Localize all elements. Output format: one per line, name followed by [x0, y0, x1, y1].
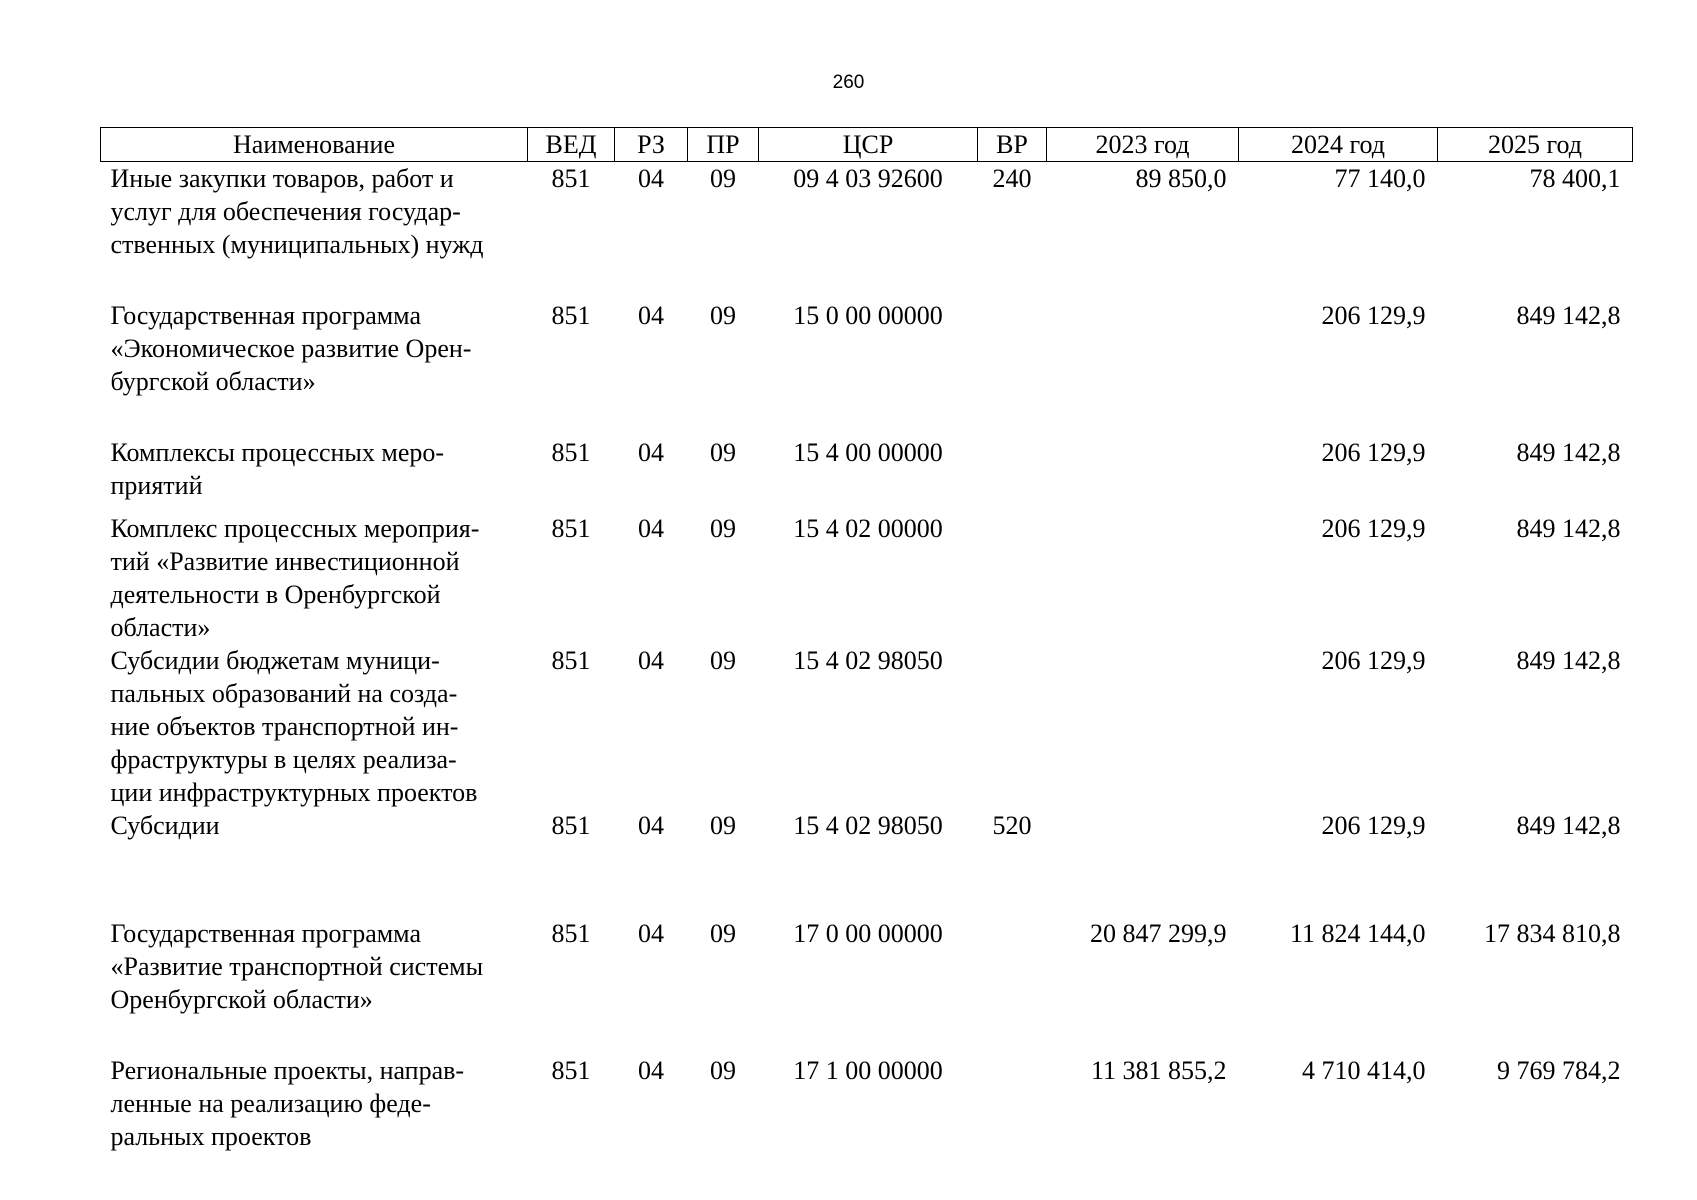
row-pr: 09 [710, 811, 736, 840]
row-name: Государственная программа «Развитие транспортной системы Оренбургской области» [110, 919, 484, 1014]
header-rz: РЗ [615, 128, 688, 162]
row-ved: 851 [551, 514, 591, 543]
row-rz: 04 [638, 301, 664, 330]
row-2024: 77 140,0 [1334, 164, 1426, 193]
row-ved: 851 [551, 164, 591, 193]
row-2025: 849 142,8 [1516, 301, 1621, 330]
row-2024: 206 129,9 [1321, 301, 1426, 330]
row-pr: 09 [710, 438, 736, 467]
row-2025: 9 769 784,2 [1497, 1056, 1621, 1085]
row-csr: 15 4 02 00000 [793, 514, 943, 543]
row-2024: 206 129,9 [1321, 438, 1426, 467]
row-name: Субсидии [110, 811, 220, 840]
table-row [101, 917, 1633, 1054]
row-csr: 09 4 03 92600 [793, 164, 943, 193]
row-csr: 15 4 02 98050 [793, 646, 943, 675]
row-vr [978, 512, 1047, 644]
row-name: Комплексы процессных меро- приятий [110, 438, 445, 500]
header-2025: 2025 год [1438, 128, 1633, 162]
table-row [101, 162, 1633, 300]
header-csr: ЦСР [759, 128, 978, 162]
row-2024: 206 129,9 [1321, 811, 1426, 840]
row-ved: 851 [551, 1056, 591, 1085]
row-rz: 04 [638, 1056, 664, 1085]
header-2023: 2023 год [1047, 128, 1239, 162]
row-name: Субсидии бюджетам муници- пальных образований на созда- ние объектов транспортной ин- фраструктуры в целях реализа- ции инфраструктурных проектов [110, 646, 478, 807]
row-name: Иные закупки товаров, работ и услуг для обеспечения государ- ственных (муниципальных) нужд [110, 164, 484, 259]
row-rz: 04 [638, 438, 664, 467]
header-2024: 2024 год [1239, 128, 1438, 162]
row-pr: 09 [710, 514, 736, 543]
row-2025: 849 142,8 [1516, 811, 1621, 840]
row-csr: 17 0 00 00000 [793, 919, 943, 948]
row-rz: 04 [638, 811, 664, 840]
row-2023 [1047, 299, 1239, 436]
row-2024: 11 824 144,0 [1289, 919, 1426, 948]
row-csr: 15 4 02 98050 [793, 811, 943, 840]
table-row [101, 512, 1633, 644]
row-2025: 17 834 810,8 [1484, 919, 1621, 948]
row-2024: 206 129,9 [1321, 646, 1426, 675]
row-2023: 11 381 855,2 [1090, 1056, 1227, 1085]
row-2023 [1047, 512, 1239, 644]
row-vr [978, 1054, 1047, 1153]
row-vr: 520 [992, 811, 1032, 840]
row-2025: 849 142,8 [1516, 438, 1621, 467]
header-pr: ПР [688, 128, 759, 162]
row-csr: 15 0 00 00000 [793, 301, 943, 330]
table-row [101, 644, 1633, 809]
row-rz: 04 [638, 514, 664, 543]
table-row [101, 809, 1633, 917]
row-name: Государственная программа «Экономическое развитие Орен- бургской области» [110, 301, 472, 396]
table-header-row [101, 128, 1633, 162]
header-ved: ВЕД [528, 128, 615, 162]
row-2025: 78 400,1 [1529, 164, 1621, 193]
row-rz: 04 [638, 919, 664, 948]
row-pr: 09 [710, 919, 736, 948]
row-ved: 851 [551, 811, 591, 840]
row-name: Комплекс процессных мероприя- тий «Развитие инвестиционной деятельности в Оренбургской области» [110, 514, 480, 642]
row-vr [978, 917, 1047, 1054]
row-2024: 206 129,9 [1321, 514, 1426, 543]
row-2023: 20 847 299,9 [1090, 919, 1227, 948]
row-2024: 4 710 414,0 [1302, 1056, 1426, 1085]
page-number: 260 [832, 72, 865, 93]
row-2023 [1047, 644, 1239, 809]
row-vr: 240 [992, 164, 1032, 193]
budget-table [100, 127, 1633, 1153]
row-2025: 849 142,8 [1516, 646, 1621, 675]
row-ved: 851 [551, 301, 591, 330]
row-vr [978, 644, 1047, 809]
row-ved: 851 [551, 438, 591, 467]
table-row [101, 436, 1633, 512]
table-row [101, 1054, 1633, 1153]
row-ved: 851 [551, 646, 591, 675]
row-vr [978, 299, 1047, 436]
row-csr: 17 1 00 00000 [793, 1056, 943, 1085]
row-name: Региональные проекты, направ- ленные на реализацию феде- ральных проектов [110, 1056, 465, 1151]
table-row [101, 299, 1633, 436]
row-pr: 09 [710, 1056, 736, 1085]
row-2023: 89 850,0 [1135, 164, 1227, 193]
row-pr: 09 [710, 301, 736, 330]
header-vr: ВР [978, 128, 1047, 162]
row-rz: 04 [638, 164, 664, 193]
row-csr: 15 4 00 00000 [793, 438, 943, 467]
row-pr: 09 [710, 646, 736, 675]
row-2023 [1047, 809, 1239, 917]
row-2023 [1047, 436, 1239, 512]
header-name: Наименование [101, 128, 528, 162]
row-2025: 849 142,8 [1516, 514, 1621, 543]
row-pr: 09 [710, 164, 736, 193]
row-ved: 851 [551, 919, 591, 948]
row-vr [978, 436, 1047, 512]
row-rz: 04 [638, 646, 664, 675]
